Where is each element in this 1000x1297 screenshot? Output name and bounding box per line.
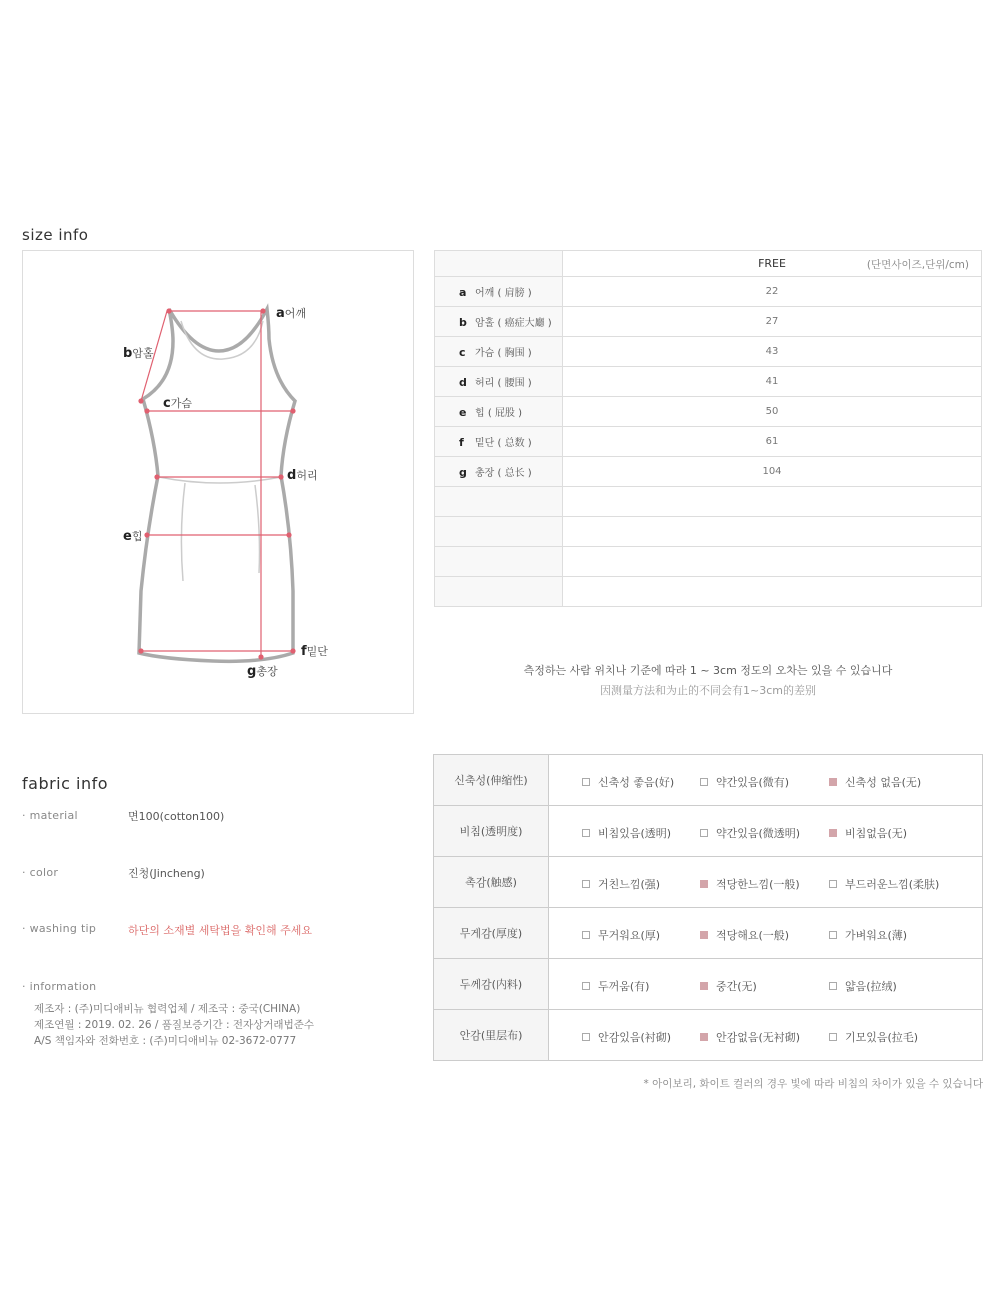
- fabric-row: [434, 1010, 983, 1061]
- label-d: d허리: [287, 468, 318, 483]
- property-name: 안감(里层布): [434, 1010, 549, 1061]
- label-c: c가슴: [163, 396, 192, 411]
- table-row: a 어깨 ( 肩膀 ) 22: [435, 277, 982, 307]
- measurement-note-ko: 측정하는 사람 위치나 기준에 따라 1 ~ 3cm 정도의 오차는 있을 수 있습니다: [523, 664, 893, 677]
- fabric-info-title: fabric info: [22, 774, 109, 793]
- checkbox-checked[interactable]: [700, 931, 708, 939]
- property-name: 비침(透明度): [434, 806, 549, 857]
- option: 비침있음(透明): [582, 825, 671, 841]
- option: 안감있음(衬砌): [582, 1029, 671, 1045]
- property-name: 신축성(伸缩性): [434, 755, 549, 806]
- option: 안감없음(无衬砌): [700, 1029, 800, 1045]
- fabric-row: [434, 857, 983, 908]
- table-row: b 암홀 ( 癌症大廳 ) 27: [435, 307, 982, 337]
- dress-outline: [139, 309, 295, 661]
- table-row-empty: [435, 547, 982, 577]
- option: 신축성 좋음(好): [582, 774, 674, 790]
- option: 무거워요(厚): [582, 927, 660, 943]
- size-info-title: size info: [22, 226, 89, 244]
- info-line: 제조자 : (주)미디애비뉴 협력업체 / 제조국 : 중국(CHINA): [34, 1003, 301, 1015]
- table-row: g 총장 ( 总长 ) 104: [435, 457, 982, 487]
- property-name: 촉감(触感): [434, 857, 549, 908]
- option: 두꺼움(有): [582, 978, 649, 994]
- color-label: · color: [22, 866, 59, 879]
- checkbox[interactable]: [829, 880, 837, 888]
- property-name: 무게감(厚度): [434, 908, 549, 959]
- label-b: b암홀: [123, 346, 154, 361]
- checkbox[interactable]: [582, 778, 590, 786]
- checkbox[interactable]: [700, 778, 708, 786]
- information-label: · information: [22, 980, 97, 993]
- dress-diagram: [22, 250, 414, 714]
- footnote: * 아이보리, 화이트 컬러의 경우 빛에 따라 비침의 차이가 있을 수 있습니다: [643, 1078, 983, 1090]
- option: 기모있음(拉毛): [829, 1029, 918, 1045]
- unit-note: (단면사이즈,단위/cm): [866, 259, 969, 271]
- material-label: · material: [22, 809, 78, 822]
- checkbox-checked[interactable]: [700, 982, 708, 990]
- checkbox[interactable]: [582, 880, 590, 888]
- label-e: e힙: [123, 529, 143, 544]
- checkbox-checked[interactable]: [700, 880, 708, 888]
- label-a: a어깨: [276, 306, 307, 321]
- size-header-free: FREE: [758, 257, 786, 270]
- checkbox[interactable]: [582, 829, 590, 837]
- table-row-empty: [435, 577, 982, 607]
- washing-label: · washing tip: [22, 922, 97, 935]
- size-table: [434, 250, 982, 607]
- fabric-row: [434, 908, 983, 959]
- checkbox[interactable]: [582, 931, 590, 939]
- table-row: d 허리 ( 腰围 ) 41: [435, 367, 982, 397]
- option: 적당해요(一般): [700, 927, 789, 943]
- material-value: 면100(cotton100): [128, 810, 225, 823]
- size-table-header: [435, 251, 982, 277]
- dress-illustration: [23, 251, 415, 715]
- option: 약간있음(微有): [700, 774, 789, 790]
- checkbox[interactable]: [829, 982, 837, 990]
- info-line: A/S 책임자와 전화번호 : (주)미디애비뉴 02-3672-0777: [34, 1035, 297, 1047]
- fabric-row: [434, 959, 983, 1010]
- info-line: 제조연월 : 2019. 02. 26 / 품질보증기간 : 전자상거래법준수: [34, 1019, 315, 1031]
- measurement-note-cn: 因测量方法和为止的不同会有1~3cm的差别: [600, 684, 816, 697]
- checkbox[interactable]: [582, 1033, 590, 1041]
- option: 거친느낌(强): [582, 876, 660, 892]
- checkbox-checked[interactable]: [829, 778, 837, 786]
- label-g: g총장: [247, 664, 278, 679]
- option: 약간있음(微透明): [700, 825, 800, 841]
- checkbox-checked[interactable]: [829, 829, 837, 837]
- table-row: e 힙 ( 屁股 ) 50: [435, 397, 982, 427]
- table-row: f 밑단 ( 总数 ) 61: [435, 427, 982, 457]
- label-f: f밑단: [301, 644, 328, 659]
- color-value: 진청(Jincheng): [128, 867, 205, 880]
- checkbox[interactable]: [700, 829, 708, 837]
- option: 중간(无): [700, 978, 757, 994]
- option: 가벼워요(薄): [829, 927, 907, 943]
- washing-value: 하단의 소재별 세탁법을 확인해 주세요: [128, 924, 313, 937]
- option: 비침없음(无): [829, 825, 907, 841]
- fabric-row: [434, 755, 983, 806]
- checkbox-checked[interactable]: [700, 1033, 708, 1041]
- checkbox[interactable]: [829, 931, 837, 939]
- table-row: c 가슴 ( 胸围 ) 43: [435, 337, 982, 367]
- option: 신축성 없음(无): [829, 774, 921, 790]
- table-row-empty: [435, 517, 982, 547]
- fabric-row: [434, 806, 983, 857]
- checkbox[interactable]: [829, 1033, 837, 1041]
- option: 얇음(拉绒): [829, 978, 897, 994]
- option: 적당한느낌(一般): [700, 876, 800, 892]
- property-name: 두께감(内料): [434, 959, 549, 1010]
- checkbox[interactable]: [582, 982, 590, 990]
- fabric-properties-table: [433, 754, 983, 1061]
- option: 부드러운느낌(柔肤): [829, 876, 939, 892]
- table-row-empty: [435, 487, 982, 517]
